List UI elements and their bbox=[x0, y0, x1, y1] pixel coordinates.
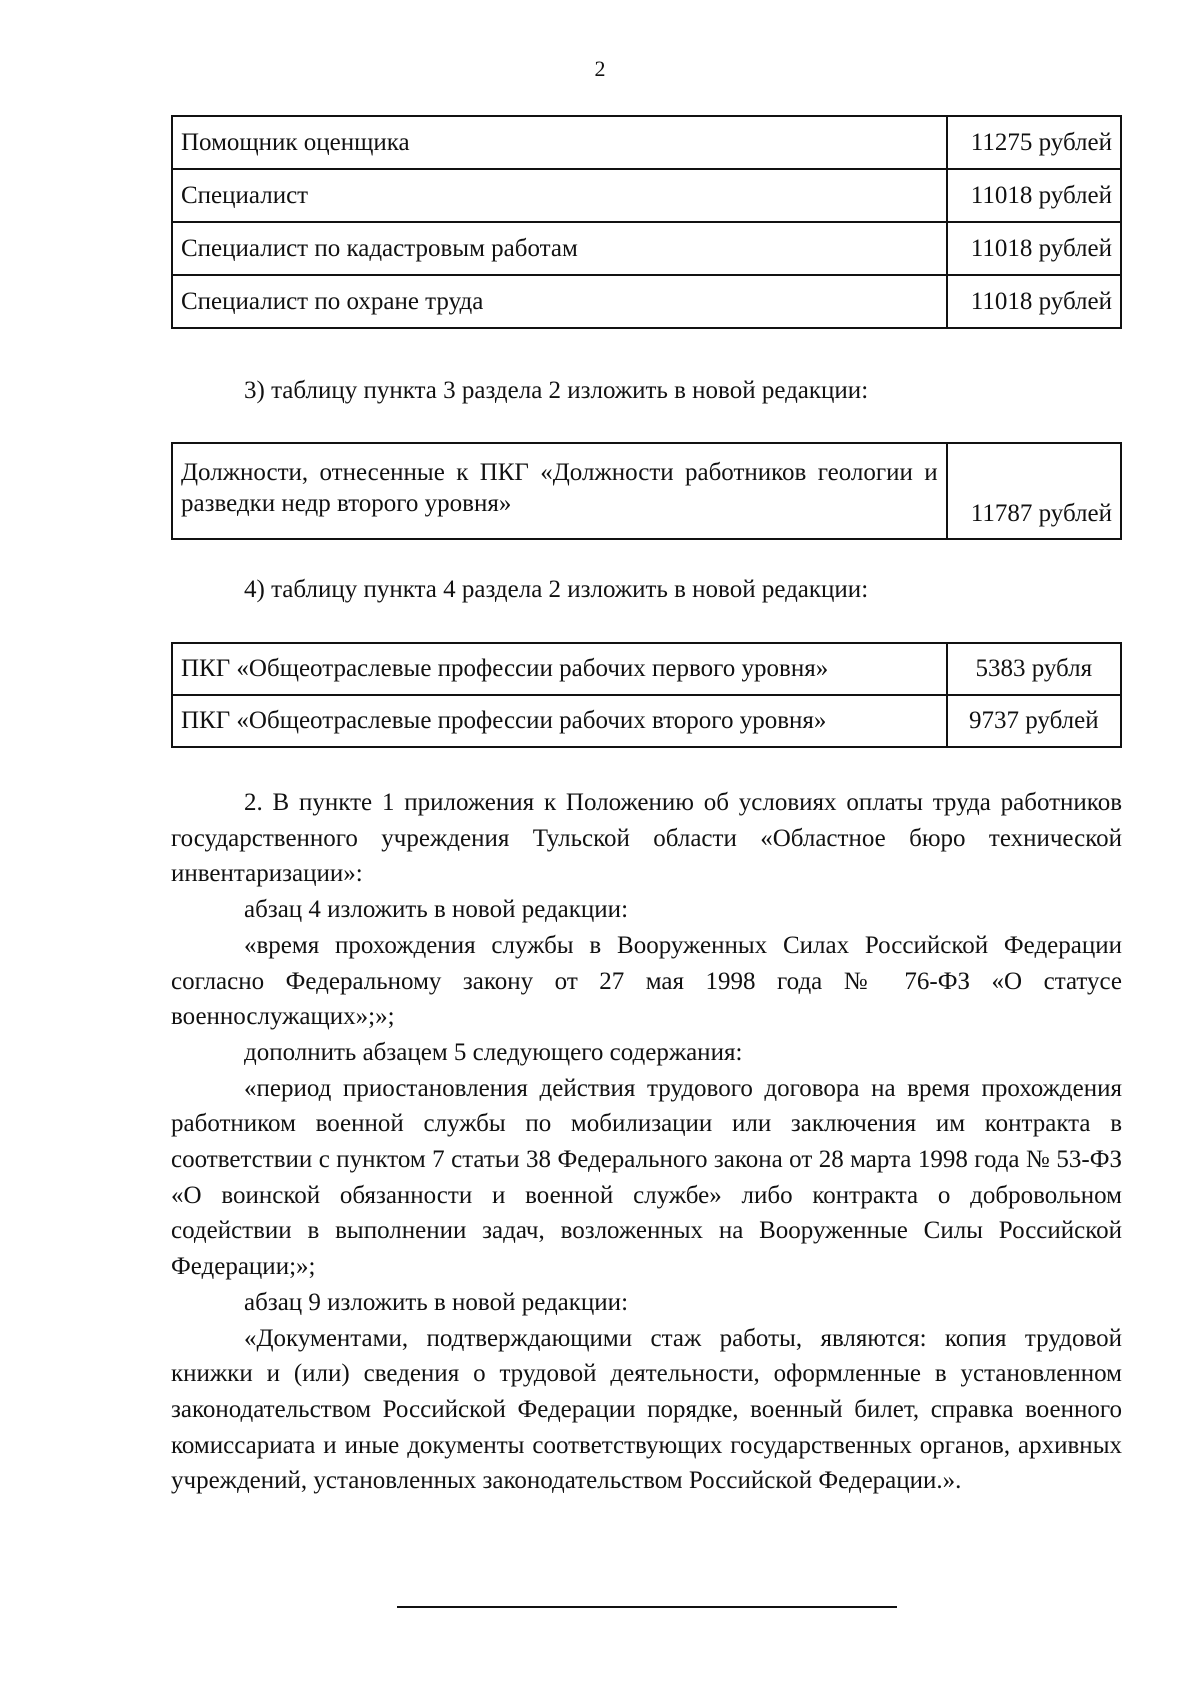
paragraph: дополнить абзацем 5 следующего содержания: bbox=[244, 1038, 743, 1066]
position-name-cell: Специалист bbox=[172, 169, 947, 222]
salary-value-cell: 11787 рублей bbox=[947, 443, 1121, 539]
table-row bbox=[172, 116, 1121, 169]
paragraph: 2. В пункте 1 приложения к Положению об условиях оплаты труда работников государственного учреждения Тульской области «Областное бюро технической инвентаризации»: bbox=[171, 789, 1122, 888]
page-number: 2 bbox=[594, 56, 606, 81]
paragraph: «период приостановления действия трудового договора на время прохождения работником военной службы по мобилизации или заключения им контракта в соответствии с пунктом 7 статьи 38 Федерального закона от 28 марта 1998 года № 53-ФЗ «О воинской обязанности и военной службе» либо контракта о добровольном содействии в выполнении задач, возложенных на Вооруженные Силы Российской Федерации;»; bbox=[171, 1074, 1122, 1281]
salary-value-cell: 9737 рублей bbox=[947, 695, 1121, 747]
salary-value-cell: 11018 рублей bbox=[947, 222, 1121, 275]
salary-value-cell: 11018 рублей bbox=[947, 275, 1121, 328]
profession-group-cell: ПКГ «Общеотраслевые профессии рабочих второго уровня» bbox=[172, 695, 947, 747]
salary-value-cell: 11275 рублей bbox=[947, 116, 1121, 169]
salary-value-cell: 5383 рубля bbox=[947, 643, 1121, 695]
position-name-cell: Помощник оценщика bbox=[172, 116, 947, 169]
table-row bbox=[172, 695, 1121, 747]
salary-table-workers bbox=[171, 642, 1122, 748]
profession-group-cell: ПКГ «Общеотраслевые профессии рабочих первого уровня» bbox=[172, 643, 947, 695]
paragraph: «время прохождения службы в Вооруженных Силах Российской Федерации согласно Федеральному закону от 27 мая 1998 года № 76-ФЗ «О статусе военнослужащих»;»; bbox=[171, 931, 1122, 1031]
table-row bbox=[172, 222, 1121, 275]
instruction-item-3: 3) таблицу пункта 3 раздела 2 изложить в новой редакции: bbox=[244, 377, 869, 404]
amendment-text bbox=[171, 785, 1122, 1499]
salary-table-geology bbox=[171, 442, 1122, 540]
table-row bbox=[172, 643, 1121, 695]
paragraph: абзац 4 изложить в новой редакции: bbox=[244, 896, 629, 924]
position-group-cell: Должности, отнесенные к ПКГ «Должности работников геологии и разведки недр второго уровня» bbox=[172, 443, 947, 539]
end-divider bbox=[397, 1606, 897, 1608]
position-name-cell: Специалист по кадастровым работам bbox=[172, 222, 947, 275]
paragraph: «Документами, подтверждающими стаж работы, являются: копия трудовой книжки и (или) сведения о трудовой деятельности, оформленные в установленном законодательством Российской Федерации порядке, военный билет, справка военного комиссариата и иные документы соответствующих государственных органов, архивных учреждений, установленных законодательством Российской Федерации.». bbox=[171, 1324, 1122, 1495]
position-name-cell: Специалист по охране труда bbox=[172, 275, 947, 328]
paragraph: абзац 9 изложить в новой редакции: bbox=[244, 1288, 629, 1316]
salary-table-positions bbox=[171, 115, 1122, 329]
table-row bbox=[172, 443, 1121, 539]
salary-value-cell: 11018 рублей bbox=[947, 169, 1121, 222]
table-row bbox=[172, 275, 1121, 328]
instruction-item-4: 4) таблицу пункта 4 раздела 2 изложить в новой редакции: bbox=[244, 576, 869, 603]
table-row bbox=[172, 169, 1121, 222]
